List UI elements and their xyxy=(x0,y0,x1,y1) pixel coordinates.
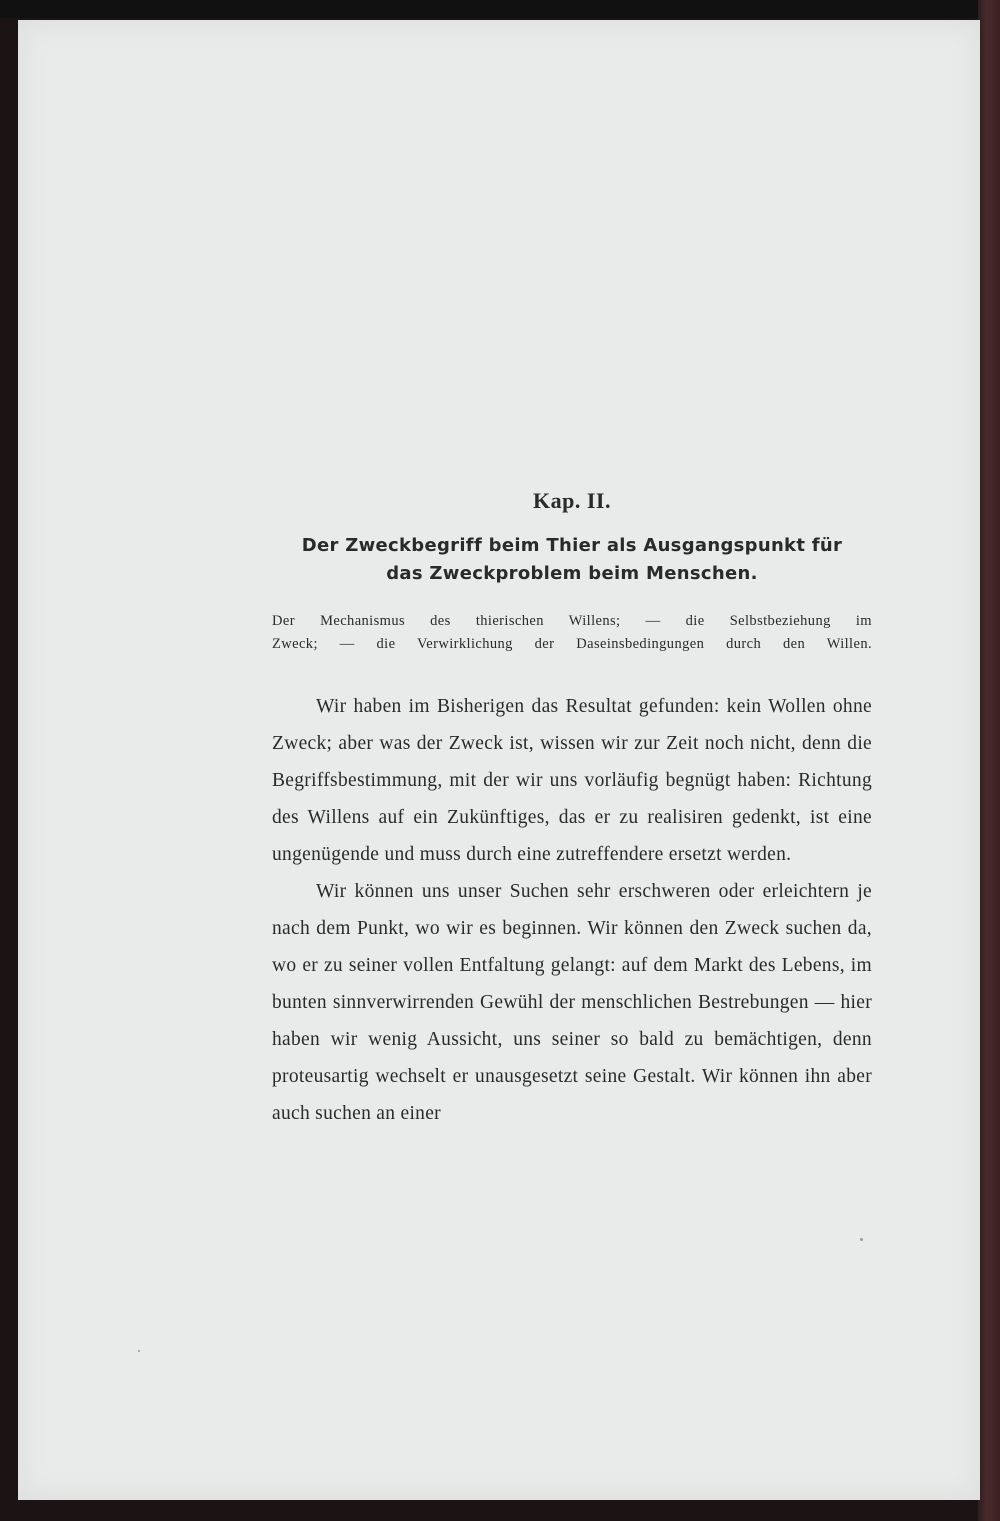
chapter-title-line: Der Zweckbegriff beim Thier als Ausgangspunkt für xyxy=(301,535,843,556)
summary-line: Zweck; — die Verwirklichung der Daseinsbedingungen durch den Willen. xyxy=(272,636,872,652)
body-paragraph: Wir können uns unser Suchen sehr erschweren oder erleichtern je nach dem Punkt, wo wir es beginnen. Wir können den Zweck suchen da, wo er zu seiner vollen Entfaltung gelangt: auf dem Markt des Lebens, im bunten sinnverwirrenden Gewühl der menschlichen Bestrebungen — hier haben wir wenig Aussicht, uns seiner so bald zu bemächtigen, denn proteusartig wechselt er unausgesetzt seine Gestalt. Wir können ihn aber auch suchen an einer xyxy=(272,881,872,1124)
chapter-summary xyxy=(272,610,872,656)
book-page xyxy=(18,20,980,1500)
page-text-block xyxy=(272,488,872,1132)
scan-top-edge xyxy=(0,0,1000,18)
summary-line: Der Mechanismus des thierischen Willens; — die Selbstbeziehung im xyxy=(272,613,872,629)
paper-speck xyxy=(860,1238,863,1241)
book-spine-edge xyxy=(978,0,1000,1521)
body-paragraph: Wir haben im Bisherigen das Resultat gefunden: kein Wollen ohne Zweck; aber was der Zweck ist, wissen wir zur Zeit noch nicht, denn die Begriffsbestimmung, mit der wir uns vorläufig begnügt haben: Richtung des Willens auf ein Zukünftiges, das er zu realisiren gedenkt, ist eine ungenügende und muss durch eine zutreffendere ersetzt werden. xyxy=(272,696,872,865)
chapter-heading: Kap. II. xyxy=(533,488,611,513)
paper-speck xyxy=(138,1350,140,1352)
chapter-title-line: das Zweckproblem beim Menschen. xyxy=(386,563,758,584)
